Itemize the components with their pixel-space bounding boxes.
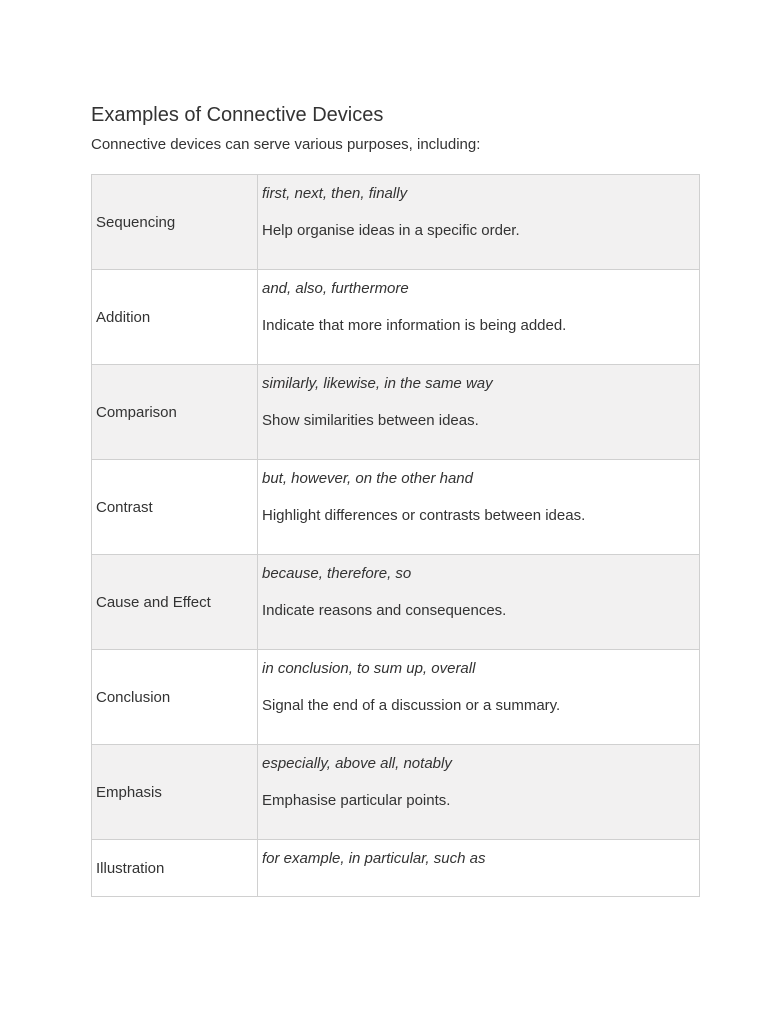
table-row [92,175,700,270]
table-row [92,650,700,745]
category-cell: Comparison [92,365,258,460]
examples-text: but, however, on the other hand [262,470,473,487]
purpose-text: Help organise ideas in a specific order. [262,222,520,239]
intro-text: Connective devices can serve various purposes, including: [91,136,481,153]
examples-text: similarly, likewise, in the same way [262,375,493,392]
description-cell [258,840,700,897]
examples-text: because, therefore, so [262,565,412,582]
category-cell: Emphasis [92,745,258,840]
category-cell: Sequencing [92,175,258,270]
purpose-text: Emphasise particular points. [262,792,451,809]
purpose-text: Highlight differences or contrasts between ideas. [262,507,586,524]
purpose-text: Show similarities between ideas. [262,412,479,429]
category-cell: Addition [92,270,258,365]
examples-text: first, next, then, finally [262,185,408,202]
table-row [92,840,700,897]
table-row [92,270,700,365]
connective-devices-table [91,174,700,897]
category-cell: Illustration [92,840,258,897]
category-cell: Cause and Effect [92,555,258,650]
examples-text: for example, in particular, such as [262,850,486,867]
description-cell [258,365,700,460]
category-cell: Contrast [92,460,258,555]
examples-text: especially, above all, notably [262,755,452,772]
examples-text: in conclusion, to sum up, overall [262,660,476,677]
category-cell: Conclusion [92,650,258,745]
table-row [92,745,700,840]
description-cell [258,270,700,365]
table-row [92,365,700,460]
purpose-text: Signal the end of a discussion or a summary. [262,697,561,714]
table-row [92,555,700,650]
table-row [92,460,700,555]
examples-text: and, also, furthermore [262,280,409,297]
description-cell [258,460,700,555]
description-cell [258,555,700,650]
purpose-text: Indicate reasons and consequences. [262,602,507,619]
description-cell [258,745,700,840]
page-title: Examples of Connective Devices [91,104,384,126]
purpose-text: Indicate that more information is being added. [262,317,567,334]
description-cell [258,650,700,745]
description-cell [258,175,700,270]
